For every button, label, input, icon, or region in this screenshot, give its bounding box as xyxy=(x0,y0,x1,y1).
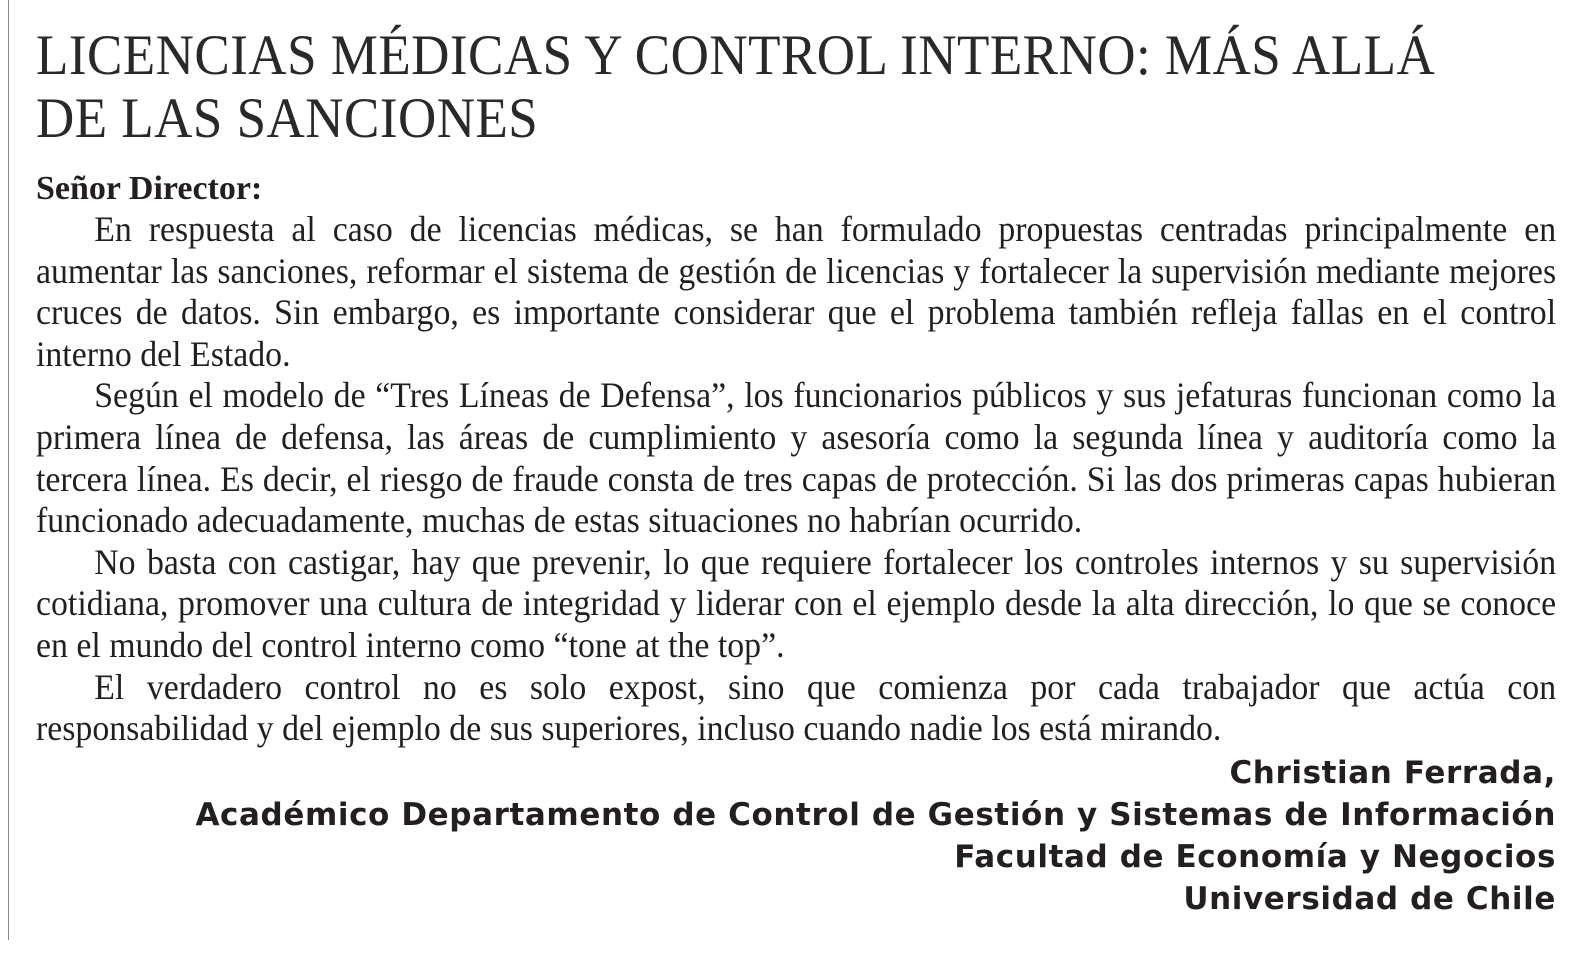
letter-signature xyxy=(36,752,1556,920)
letter-salutation: Señor Director: xyxy=(36,170,263,207)
author-faculty: Facultad de Economía y Negocios xyxy=(954,838,1556,875)
body-paragraph-3: No basta con castigar, hay que prevenir, lo que requiere fortalecer los controles internos y su supervisión cotidiana, promover una cultura de integridad y liderar con el ejemplo desde la alta dirección, lo que se conoce en el mundo del control interno como “tone at the top”. xyxy=(36,541,1557,665)
body-paragraph-2: Según el modelo de “Tres Líneas de Defensa”, los funcionarios públicos y sus jefaturas funcionan como la primera línea de defensa, las áreas de cumplimiento y asesoría como la segunda línea y auditoría como la tercera línea. Es decir, el riesgo de fraude consta de tres capas de protección. Si las dos primeras capas hubieran funcionado adecuadamente, muchas de estas situaciones no habrían ocurrido. xyxy=(36,375,1557,541)
author-position: Académico Departamento de Control de Gestión y Sistemas de Información xyxy=(195,796,1556,833)
author-name: Christian Ferrada, xyxy=(1229,754,1556,791)
column-divider xyxy=(8,0,9,940)
letter-body xyxy=(36,209,1556,750)
author-university: Universidad de Chile xyxy=(1183,880,1556,917)
body-paragraph-4: El verdadero control no es solo expost, sino que comienza por cada trabajador que actúa con responsabilidad y del ejemplo de sus superiores, incluso cuando nadie los está mirando. xyxy=(36,666,1557,749)
body-paragraph-1: En respuesta al caso de licencias médicas, se han formulado propuestas centradas principalmente en aumentar las sanciones, reformar el sistema de gestión de licencias y fortalecer la supervisión mediante mejores cruces de datos. Sin embargo, es importante considerar que el problema también refleja fallas en el control interno del Estado. xyxy=(36,209,1557,374)
letter-to-editor xyxy=(36,24,1556,920)
letter-headline: LICENCIAS MÉDICAS Y CONTROL INTERNO: MÁS ALLÁ DE LAS SANCIONES xyxy=(36,24,1436,150)
